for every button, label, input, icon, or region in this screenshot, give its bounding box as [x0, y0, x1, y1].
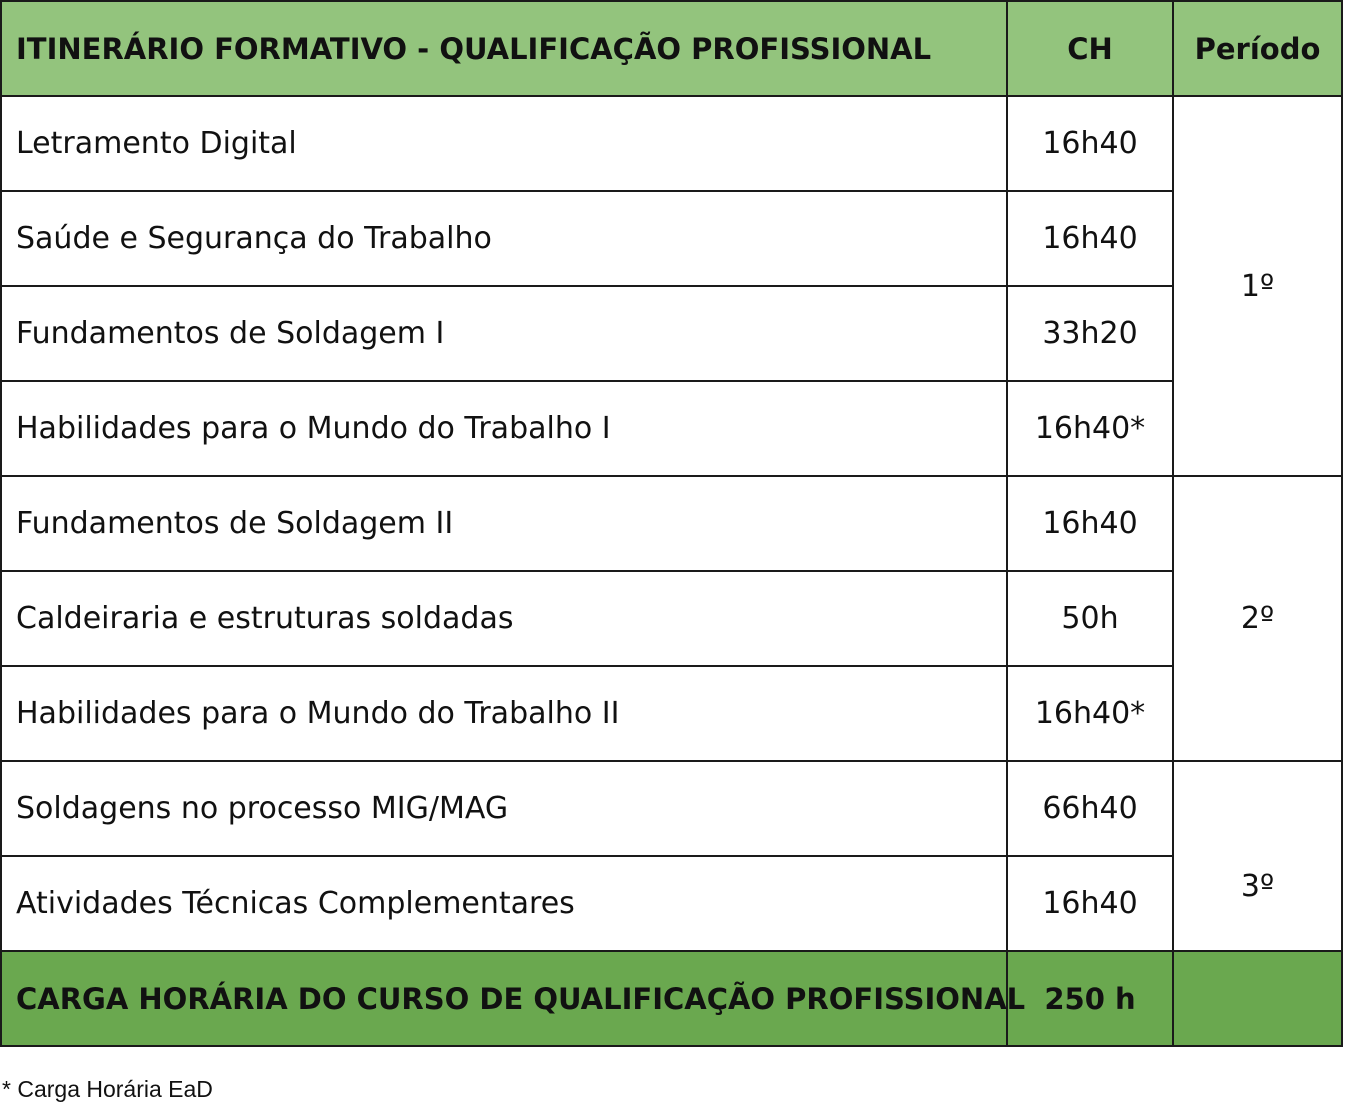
- period-cell: 3º: [1173, 761, 1342, 951]
- table-row: [1, 761, 1342, 856]
- total-label: CARGA HORÁRIA DO CURSO DE QUALIFICAÇÃO PROFISSIONAL: [1, 951, 1007, 1046]
- course-ch: 16h40: [1007, 856, 1173, 951]
- course-name: Habilidades para o Mundo do Trabalho I: [1, 381, 1007, 476]
- course-ch: 16h40: [1007, 96, 1173, 191]
- header-title: ITINERÁRIO FORMATIVO - QUALIFICAÇÃO PROFISSIONAL: [1, 1, 1007, 96]
- footnote: * Carga Horária EaD: [2, 1076, 213, 1102]
- table-row: [1, 666, 1342, 761]
- course-ch: 16h40: [1007, 191, 1173, 286]
- table-row: [1, 856, 1342, 951]
- course-ch: 66h40: [1007, 761, 1173, 856]
- total-row: [1, 951, 1342, 1046]
- course-ch: 50h: [1007, 571, 1173, 666]
- course-name: Saúde e Segurança do Trabalho: [1, 191, 1007, 286]
- course-name: Caldeiraria e estruturas soldadas: [1, 571, 1007, 666]
- table-row: [1, 381, 1342, 476]
- course-ch: 16h40*: [1007, 381, 1173, 476]
- period-cell: 2º: [1173, 476, 1342, 761]
- table-row: [1, 476, 1342, 571]
- course-name: Soldagens no processo MIG/MAG: [1, 761, 1007, 856]
- course-name: Fundamentos de Soldagem II: [1, 476, 1007, 571]
- course-ch: 16h40: [1007, 476, 1173, 571]
- period-cell: 1º: [1173, 96, 1342, 476]
- table-header-row: [1, 1, 1342, 96]
- table-row: [1, 286, 1342, 381]
- course-name: Atividades Técnicas Complementares: [1, 856, 1007, 951]
- table-row: [1, 191, 1342, 286]
- course-ch: 16h40*: [1007, 666, 1173, 761]
- table-row: [1, 571, 1342, 666]
- course-name: Fundamentos de Soldagem I: [1, 286, 1007, 381]
- course-name: Letramento Digital: [1, 96, 1007, 191]
- total-periodo: [1173, 951, 1342, 1046]
- table-row: [1, 96, 1342, 191]
- course-name: Habilidades para o Mundo do Trabalho II: [1, 666, 1007, 761]
- total-ch: 250 h: [1007, 951, 1173, 1046]
- header-periodo: Período: [1173, 1, 1342, 96]
- header-ch: CH: [1007, 1, 1173, 96]
- course-ch: 33h20: [1007, 286, 1173, 381]
